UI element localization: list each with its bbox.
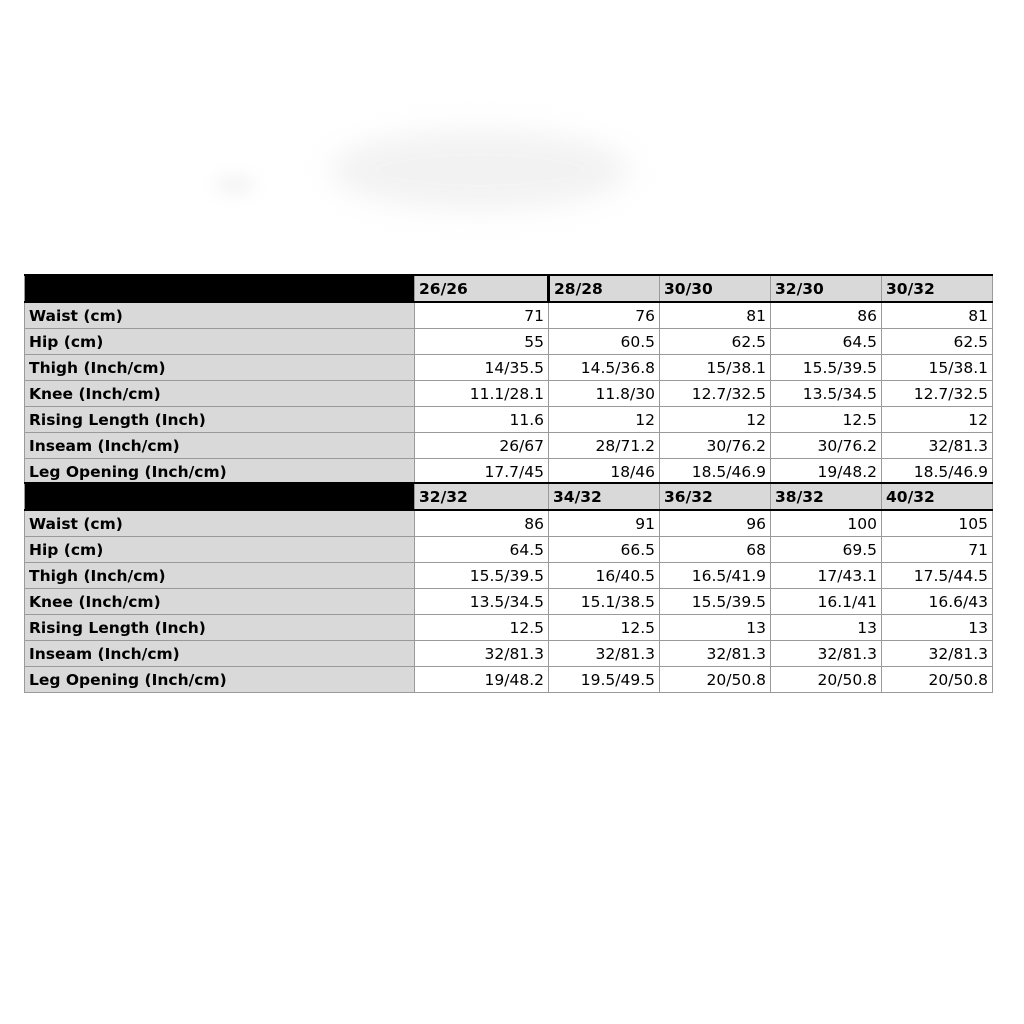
measurement-value: 69.5: [771, 537, 882, 563]
measurement-value: 15.5/39.5: [660, 589, 771, 615]
measurement-value: 55: [415, 329, 549, 355]
header-corner-cell: [25, 275, 415, 302]
measurement-value: 19.5/49.5: [549, 667, 660, 693]
size-header: 30/32: [882, 275, 993, 302]
measurement-value: 13: [882, 615, 993, 641]
measurement-value: 60.5: [549, 329, 660, 355]
measurement-value: 32/81.3: [415, 641, 549, 667]
measurement-value: 15/38.1: [660, 355, 771, 381]
measurement-row: [25, 615, 993, 641]
measurement-value: 32/81.3: [660, 641, 771, 667]
measurement-value: 91: [549, 510, 660, 537]
measurement-label: Inseam (Inch/cm): [25, 641, 415, 667]
size-header: 28/28: [549, 275, 660, 302]
measurement-value: 105: [882, 510, 993, 537]
measurement-value: 32/81.3: [882, 433, 993, 459]
measurement-value: 15.1/38.5: [549, 589, 660, 615]
measurement-value: 12.7/32.5: [660, 381, 771, 407]
measurement-value: 12.5: [771, 407, 882, 433]
measurement-value: 13.5/34.5: [771, 381, 882, 407]
measurement-value: 12.5: [415, 615, 549, 641]
measurement-value: 20/50.8: [660, 667, 771, 693]
measurement-value: 28/71.2: [549, 433, 660, 459]
measurement-value: 12.5: [549, 615, 660, 641]
measurement-row: [25, 667, 993, 693]
measurement-value: 32/81.3: [882, 641, 993, 667]
measurement-row: [25, 589, 993, 615]
measurement-row: [25, 537, 993, 563]
size-header: 30/30: [660, 275, 771, 302]
measurement-label: Thigh (Inch/cm): [25, 355, 415, 381]
measurement-value: 96: [660, 510, 771, 537]
faded-mark: [215, 175, 255, 195]
measurement-value: 12: [882, 407, 993, 433]
measurement-label: Inseam (Inch/cm): [25, 433, 415, 459]
measurement-value: 18.5/46.9: [882, 459, 993, 485]
size-header: 32/32: [415, 483, 549, 510]
size-header: 26/26: [415, 275, 549, 302]
measurement-row: [25, 641, 993, 667]
measurement-value: 68: [660, 537, 771, 563]
measurement-value: 20/50.8: [771, 667, 882, 693]
measurement-value: 100: [771, 510, 882, 537]
measurement-value: 12: [660, 407, 771, 433]
measurement-value: 15.5/39.5: [415, 563, 549, 589]
size-chart-table-1: [24, 274, 993, 485]
measurement-label: Rising Length (Inch): [25, 407, 415, 433]
measurement-value: 14/35.5: [415, 355, 549, 381]
measurement-value: 81: [660, 302, 771, 329]
measurement-label: Leg Opening (Inch/cm): [25, 667, 415, 693]
measurement-value: 16.5/41.9: [660, 563, 771, 589]
measurement-value: 71: [882, 537, 993, 563]
measurement-value: 30/76.2: [771, 433, 882, 459]
measurement-label: Hip (cm): [25, 537, 415, 563]
measurement-value: 32/81.3: [549, 641, 660, 667]
size-header: 38/32: [771, 483, 882, 510]
measurement-value: 62.5: [882, 329, 993, 355]
measurement-label: Waist (cm): [25, 510, 415, 537]
measurement-value: 12: [549, 407, 660, 433]
measurement-label: Hip (cm): [25, 329, 415, 355]
size-header: 36/32: [660, 483, 771, 510]
measurement-value: 16.1/41: [771, 589, 882, 615]
measurement-value: 13: [771, 615, 882, 641]
measurement-value: 26/67: [415, 433, 549, 459]
measurement-row: [25, 355, 993, 381]
measurement-value: 32/81.3: [771, 641, 882, 667]
measurement-row: [25, 433, 993, 459]
measurement-label: Knee (Inch/cm): [25, 589, 415, 615]
size-header: 40/32: [882, 483, 993, 510]
measurement-label: Thigh (Inch/cm): [25, 563, 415, 589]
measurement-value: 14.5/36.8: [549, 355, 660, 381]
size-chart-table-2: [24, 482, 993, 693]
measurement-value: 17/43.1: [771, 563, 882, 589]
measurement-value: 15.5/39.5: [771, 355, 882, 381]
measurement-value: 81: [882, 302, 993, 329]
measurement-value: 19/48.2: [771, 459, 882, 485]
measurement-label: Leg Opening (Inch/cm): [25, 459, 415, 485]
measurement-label: Rising Length (Inch): [25, 615, 415, 641]
size-header-row: [25, 483, 993, 510]
measurement-value: 16/40.5: [549, 563, 660, 589]
measurement-row: [25, 459, 993, 485]
measurement-row: [25, 302, 993, 329]
measurement-value: 17.7/45: [415, 459, 549, 485]
measurement-label: Waist (cm): [25, 302, 415, 329]
measurement-value: 11.8/30: [549, 381, 660, 407]
measurement-row: [25, 381, 993, 407]
measurement-value: 62.5: [660, 329, 771, 355]
size-header: 34/32: [549, 483, 660, 510]
measurement-row: [25, 329, 993, 355]
measurement-value: 17.5/44.5: [882, 563, 993, 589]
measurement-value: 18.5/46.9: [660, 459, 771, 485]
measurement-value: 64.5: [771, 329, 882, 355]
measurement-value: 76: [549, 302, 660, 329]
measurement-row: [25, 563, 993, 589]
measurement-value: 86: [415, 510, 549, 537]
size-header: 32/30: [771, 275, 882, 302]
measurement-value: 16.6/43: [882, 589, 993, 615]
measurement-value: 13.5/34.5: [415, 589, 549, 615]
size-header-row: [25, 275, 993, 302]
measurement-value: 11.6: [415, 407, 549, 433]
measurement-value: 20/50.8: [882, 667, 993, 693]
measurement-value: 12.7/32.5: [882, 381, 993, 407]
measurement-value: 86: [771, 302, 882, 329]
measurement-row: [25, 407, 993, 433]
header-corner-cell: [25, 483, 415, 510]
measurement-value: 18/46: [549, 459, 660, 485]
measurement-value: 11.1/28.1: [415, 381, 549, 407]
measurement-value: 30/76.2: [660, 433, 771, 459]
measurement-value: 15/38.1: [882, 355, 993, 381]
measurement-label: Knee (Inch/cm): [25, 381, 415, 407]
faded-logo-smudge: [330, 130, 630, 210]
measurement-value: 64.5: [415, 537, 549, 563]
measurement-row: [25, 510, 993, 537]
measurement-value: 66.5: [549, 537, 660, 563]
measurement-value: 71: [415, 302, 549, 329]
measurement-value: 13: [660, 615, 771, 641]
measurement-value: 19/48.2: [415, 667, 549, 693]
